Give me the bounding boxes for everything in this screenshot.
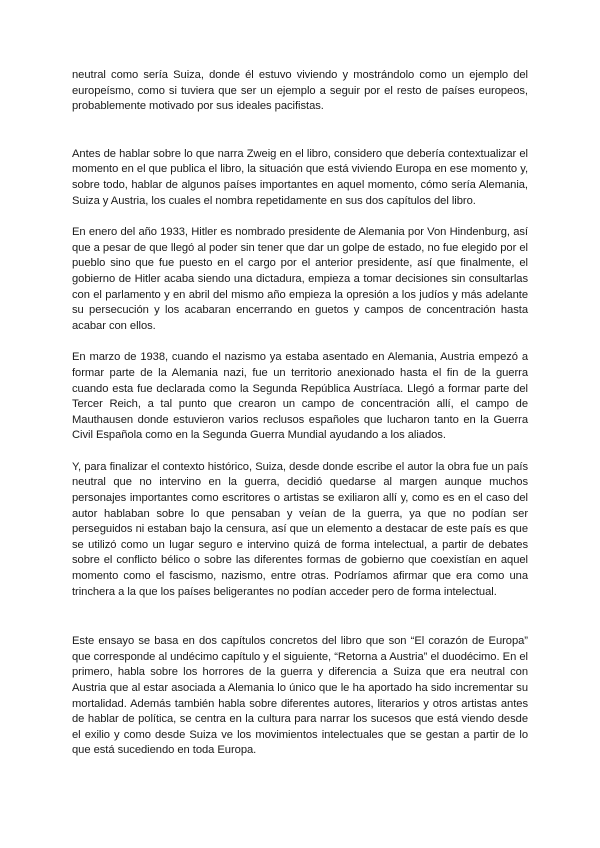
paragraph-context-intro: Antes de hablar sobre lo que narra Zweig en el libro, considero que debería contextualizar el momento en el que publica el libro, la situación que está viviendo Europa en ese momento y, sobre todo, hablar de algunos países importantes en aquel momento, cómo sería Alemania, Suiza y Austria, los cuales el nombra repetidamente en sus dos capítulos del libro. [72,147,528,207]
paragraph-spacer [72,444,528,460]
paragraph-spacer [72,600,528,634]
paragraph-spacer [72,334,528,350]
paragraph-essay-chapters: Este ensayo se basa en dos capítulos concretos del libro que son “El corazón de Europa” que corresponde al undécimo capítulo y el siguiente, “Retorna a Austria” el duodécimo. En el primero, habla sobre los horrores de la guerra y diferencia a Suiza que era neutral con Austria que al estar asociada a Alemania lo único que le ha aportado ha sido incrementar su mortalidad. Además también habla sobre diferentes autores, literarios y otros artistas antes de hablar de política, se centra en la cultura para narrar los sucesos que está viendo desde el exilio y como desde Suiza ve los movimientos intelectuales que se gestan a partir de lo que está sucediendo en toda Europa. [72,635,528,757]
paragraph-spacer [72,209,528,225]
paragraph-austria-1938: En marzo de 1938, cuando el nazismo ya estaba asentado en Alemania, Austria empezó a formar parte de la Alemania nazi, fue un territorio anexionado hasta el fin de la guerra cuando esta fue declarada como la Segunda República Austríaca. Llegó a formar parte del Tercer Reich, a tal punto que crearon un campo de concentración allí, el campo de Mauthausen donde estuvieron varios reclusos españoles que lucharon tanto en la Guerra Civil Española como en la Segunda Guerra Mundial ayudando a los aliados. [72,351,528,442]
paragraph-germany-1933: En enero del año 1933, Hitler es nombrado presidente de Alemania por Von Hindenburg, así que a pesar de que llegó al poder sin tener que dar un golpe de estado, no fue elegido por el pueblo sino que fue puesto en el cargo por el anterior presidente, así que finalmente, el gobierno de Hitler acaba siendo una dictadura, empieza a tomar decisiones sin consultarlas con el parlamento y en abril del mismo año empieza la opresión a los judíos y más adelante su persecución y los acabaran encerrando en guetos y campos de concentración hasta acabar con ellos. [72,226,528,332]
paragraph-switzerland: Y, para finalizar el contexto histórico, Suiza, desde donde escribe el autor la obra fue un país neutral que no intervino en la guerra, decidió quedarse al margen aunque muchos personajes importantes como escritores o artistas se exiliaron allí y, como es en el caso del autor hablaban sobre lo que pensaban y veían de la guerra, ya que no podían ser perseguidos ni estaban bajo la censura, así que un elemento a destacar de este país es que se utilizó como un lugar seguro e intervino quizá de forma intelectual, a partir de debates sobre el conflicto bélico o sobre las diferentes formas de gobierno que coexistían en aquel momento como el fascismo, nazismo, entre otras. Podríamos afirmar que era como una trinchera a la que los países beligerantes no podían acceder pero de forma intelectual. [72,460,528,598]
document-page [72,68,528,759]
paragraph-intro-continuation: neutral como sería Suiza, donde él estuvo viviendo y mostrándolo como un ejemplo del europeísmo, como si tuviera que ser un ejemplo a seguir por el resto de países europeos, probablemente motivado por sus ideales pacifistas. [72,69,528,113]
paragraph-spacer [72,115,528,147]
